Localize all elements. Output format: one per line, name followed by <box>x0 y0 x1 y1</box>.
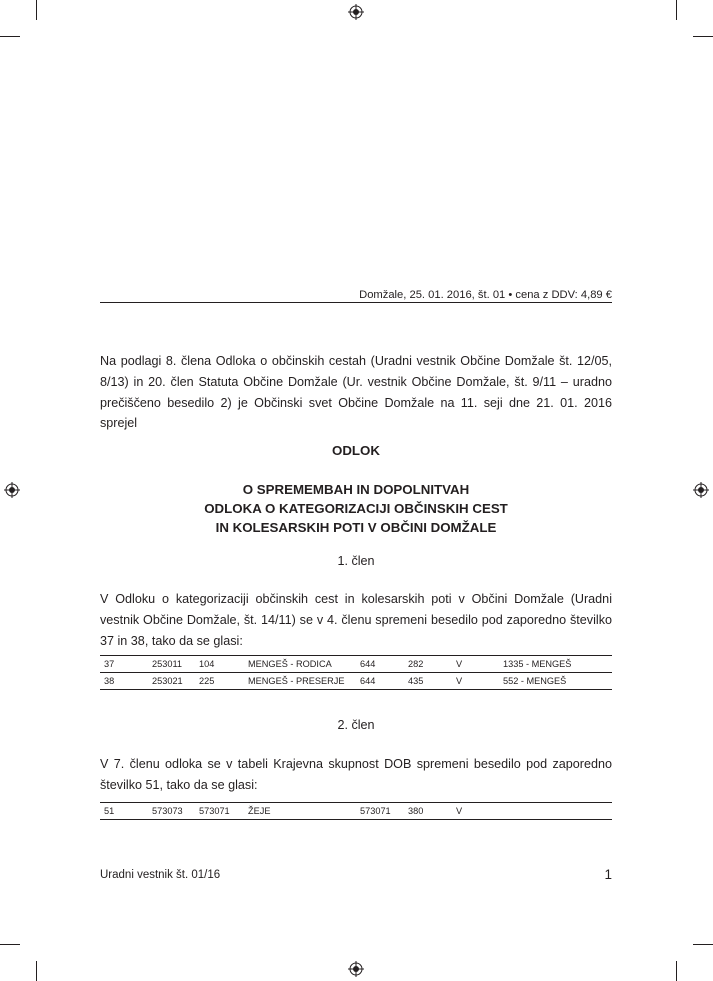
table-cell: 644 <box>360 659 376 669</box>
publication-line: Domžale, 25. 01. 2016, št. 01 • cena z DDV: 4,89 € <box>359 289 612 301</box>
page-number: 1 <box>604 867 612 882</box>
decree-title: ODLOK <box>331 443 380 458</box>
table-cell: 225 <box>199 676 215 686</box>
table-cell: 37 <box>104 659 115 669</box>
article-1-heading: 1. člen <box>337 554 375 568</box>
subtitle-line: O SPREMEMBAH IN DOPOLNITVAH <box>242 482 470 497</box>
table-cell: 282 <box>408 659 424 669</box>
table-rule <box>100 819 612 820</box>
decree-subtitle <box>100 480 612 537</box>
subtitle-line: IN KOLESARSKIH POTI V OBČINI DOMŽALE <box>215 520 497 535</box>
table-cell: MENGEŠ - PRESERJE <box>248 676 345 686</box>
article-2-heading: 2. člen <box>337 718 375 732</box>
table-cell: 552 - MENGEŠ <box>503 676 567 686</box>
table-cell: 573073 <box>152 806 183 816</box>
table-row <box>100 803 612 819</box>
table-cell: 644 <box>360 676 376 686</box>
table-row <box>100 673 612 689</box>
crop-mark-top-right-horizontal <box>693 36 713 37</box>
table-row <box>100 656 612 672</box>
table-cell: 253011 <box>152 659 182 669</box>
table-cell: MENGEŠ - RODICA <box>248 659 332 669</box>
table-cell: 380 <box>408 806 424 816</box>
table-cell: V <box>456 676 463 686</box>
table-cell: ŽEJE <box>248 806 271 816</box>
intro-paragraph: Na podlagi 8. člena Odloka o občinskih cestah (Uradni vestnik Občine Domžale št. 12/05, 8/13) in 20. člen Statuta Občine Domžale (Ur. vestnik Občine Domžale, št. 9/11 – uradno prečiščeno besedilo 2) je Občinski svet Občine Domžale na 11. seji dne 21. 01. 2016 sprejel <box>100 354 612 431</box>
crop-mark-top-left-horizontal <box>0 36 20 37</box>
table-cell: 38 <box>104 676 115 686</box>
table-cell: 573071 <box>199 806 230 816</box>
article-1-table <box>100 655 612 691</box>
table-cell: 1335 - MENGEŠ <box>503 659 572 669</box>
crop-mark-top-right-vertical <box>676 0 677 20</box>
table-cell: 573071 <box>360 806 391 816</box>
table-cell: 104 <box>199 659 215 669</box>
table-cell: V <box>456 806 463 816</box>
registration-mark-icon <box>348 4 364 20</box>
crop-mark-bottom-left-vertical <box>36 961 37 981</box>
table-cell: 253021 <box>152 676 183 686</box>
article-1-text: V Odloku o kategorizaciji občinskih cest in kolesarskih poti v Občini Domžale (Uradni vestnik Občine Domžale, št. 14/11) se v 4. členu spremeni besedilo pod zaporedno številko 37 in 38, tako da se glasi: <box>100 592 612 648</box>
table-cell: 435 <box>408 676 424 686</box>
footer-journal: Uradni vestnik št. 01/16 <box>100 869 221 881</box>
table-rule <box>100 689 612 690</box>
registration-mark-icon <box>4 482 20 498</box>
article-2-table <box>100 802 612 820</box>
registration-mark-icon <box>693 482 709 498</box>
table-cell: 51 <box>104 806 115 816</box>
crop-mark-bottom-right-horizontal <box>693 944 713 945</box>
crop-mark-top-left-vertical <box>36 0 37 20</box>
subtitle-line: ODLOKA O KATEGORIZACIJI OBČINSKIH CEST <box>204 501 508 516</box>
table-cell: V <box>456 659 463 669</box>
crop-mark-bottom-left-horizontal <box>0 944 20 945</box>
registration-mark-icon <box>348 961 364 977</box>
article-2-text: V 7. členu odloka se v tabeli Krajevna skupnost DOB spremeni besedilo pod zaporedno številko 51, tako da se glasi: <box>100 757 612 792</box>
header-rule <box>100 302 612 303</box>
crop-mark-bottom-right-vertical <box>676 961 677 981</box>
